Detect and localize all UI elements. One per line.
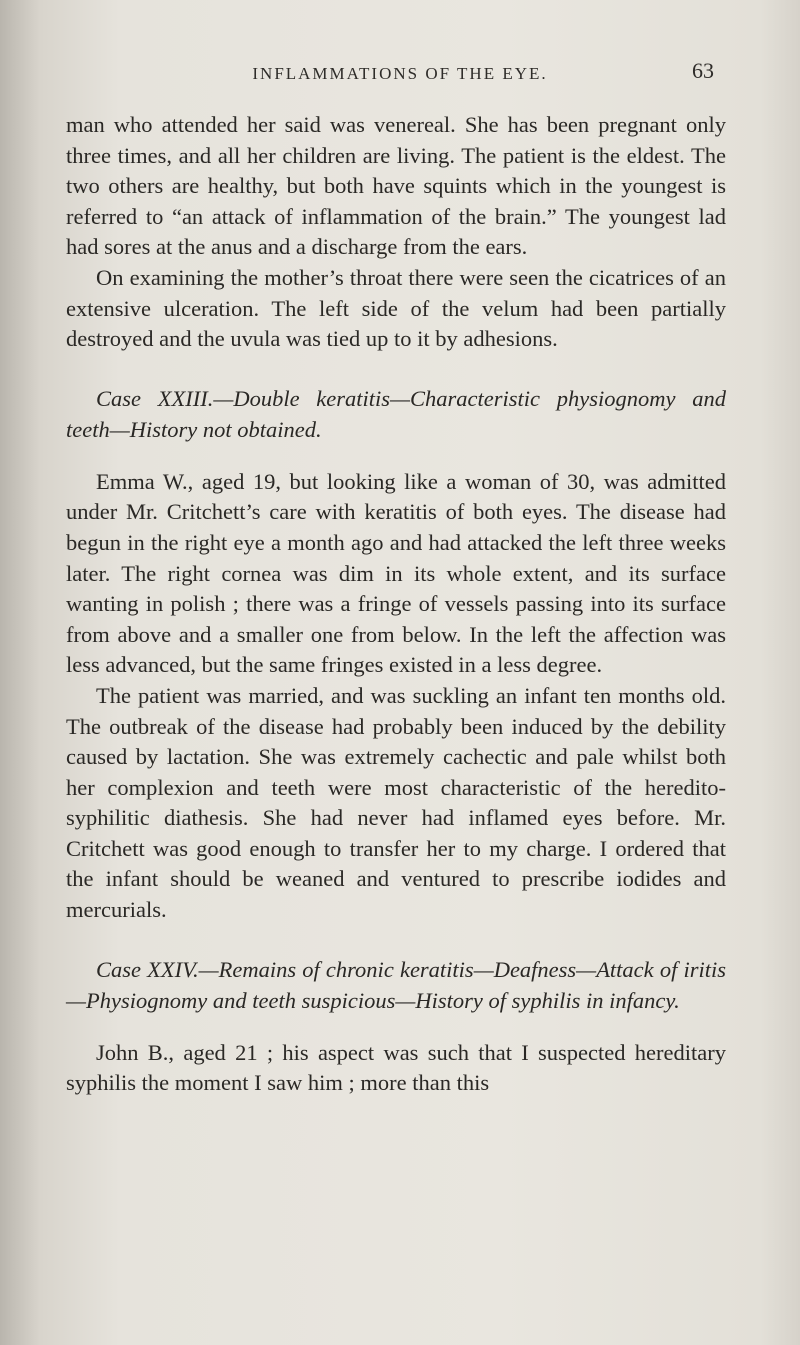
paragraph-5: John B., aged 21 ; his aspect was such that I suspected hereditary syphilis the moment I saw him ; more than this <box>66 1039 726 1096</box>
case-heading-xxiii: Case XXIII.—Double keratitis—Characteristic physiognomy and teeth—History not obtained. <box>66 385 726 442</box>
paragraph-2: On examining the mother’s throat there were seen the cicatrices of an extensive ulceration. The left side of the velum had been partially destroyed and the uvula was tied up to it by adhesions. <box>66 264 726 352</box>
case-heading-xxiv: Case XXIV.—Remains of chronic keratitis—Deafness—Attack of iritis—Physiognomy and teeth suspicious—History of syphilis in infancy. <box>66 956 726 1013</box>
paragraph-4: The patient was married, and was suckling an infant ten months old. The outbreak of the disease had probably been induced by the debility caused by lactation. She was extremely cachectic and pale whilst both her complexion and teeth were most characteristic of the heredito-syphilitic diathesis. She had never had inflamed eyes before. Mr. Critchett was good enough to transfer her to my charge. I ordered that the infant should be weaned and ventured to prescribe iodides and mercurials. <box>66 682 726 923</box>
paragraph-1: man who attended her said was venereal. She has been pregnant only three times, and all her children are living. The patient is the eldest. The two others are healthy, but both have squints which in the youngest is referred to “an attack of inflammation of the brain.” The youngest lad had sores at the anus and a discharge from the ears. <box>66 112 726 260</box>
page-header <box>60 58 740 92</box>
paragraph-3: Emma W., aged 19, but looking like a woman of 30, was admitted under Mr. Critchett’s care with keratitis of both eyes. The disease had begun in the right eye a month ago and had attacked the left three weeks later. The right cornea was dim in its whole extent, and its surface wanting in polish ; there was a fringe of vessels passing into its surface from above and a smaller one from below. In the left the affection was less advanced, but the same fringes existed in a less degree. <box>66 468 726 678</box>
page-body <box>66 110 726 1099</box>
running-title: INFLAMMATIONS OF THE EYE. <box>252 64 548 83</box>
page-number: 63 <box>692 58 714 83</box>
